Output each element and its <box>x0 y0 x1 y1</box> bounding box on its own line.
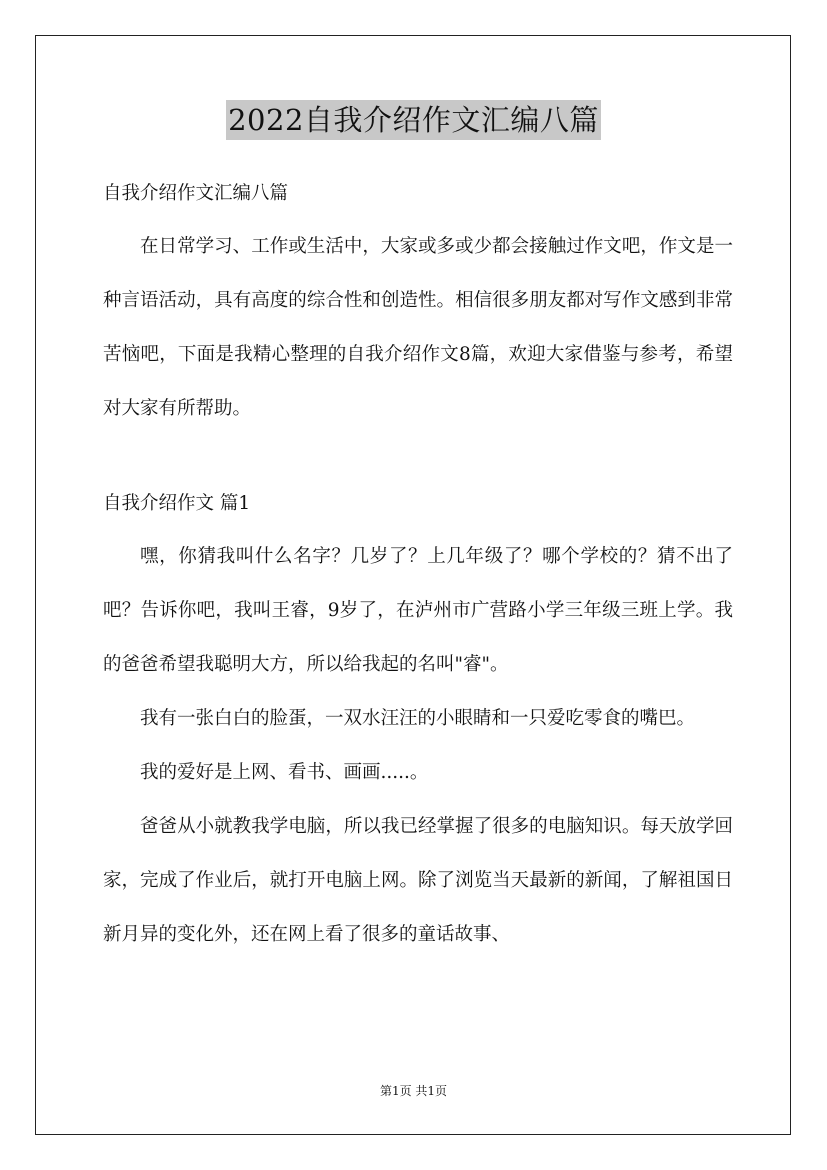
title-container <box>0 100 827 140</box>
body-paragraph: 嘿，你猜我叫什么名字？几岁了？上几年级了？哪个学校的？猜不出了吧？告诉你吧，我叫王睿，9岁了，在泸州市广营路小学三年级三班上学。我的爸爸希望我聪明大方，所以给我起的名叫"睿"。 <box>103 546 733 675</box>
spacer <box>103 212 733 220</box>
subtitle-heading: 自我介绍作文汇编八篇 <box>103 183 289 204</box>
section-heading: 自我介绍作文 篇1 <box>103 493 251 514</box>
spacer <box>103 522 733 530</box>
intro-paragraph: 在日常学习、工作或生活中，大家或多或少都会接触过作文吧，作文是一种言语活动，具有高度的综合性和创造性。相信很多朋友都对写作文感到非常苦恼吧，下面是我精心整理的自我介绍作文8篇，欢迎大家借鉴与参考，希望对大家有所帮助。 <box>103 236 733 419</box>
document-title: 2022自我介绍作文汇编八篇 <box>226 100 601 140</box>
body-paragraph: 爸爸从小就教我学电脑，所以我已经掌握了很多的电脑知识。每天放学回家，完成了作业后，就打开电脑上网。除了浏览当天最新的新闻，了解祖国日新月异的变化外，还在网上看了很多的童话故事、 <box>103 816 733 945</box>
body-paragraph: 我有一张白白的脸蛋，一双水汪汪的小眼睛和一只爱吃零食的嘴巴。 <box>140 708 696 729</box>
page-footer: 第1页 共1页 <box>379 1084 448 1098</box>
spacer <box>103 436 733 486</box>
document-body <box>103 176 733 962</box>
body-paragraph: 我的爱好是上网、看书、画画.....。 <box>140 762 429 783</box>
